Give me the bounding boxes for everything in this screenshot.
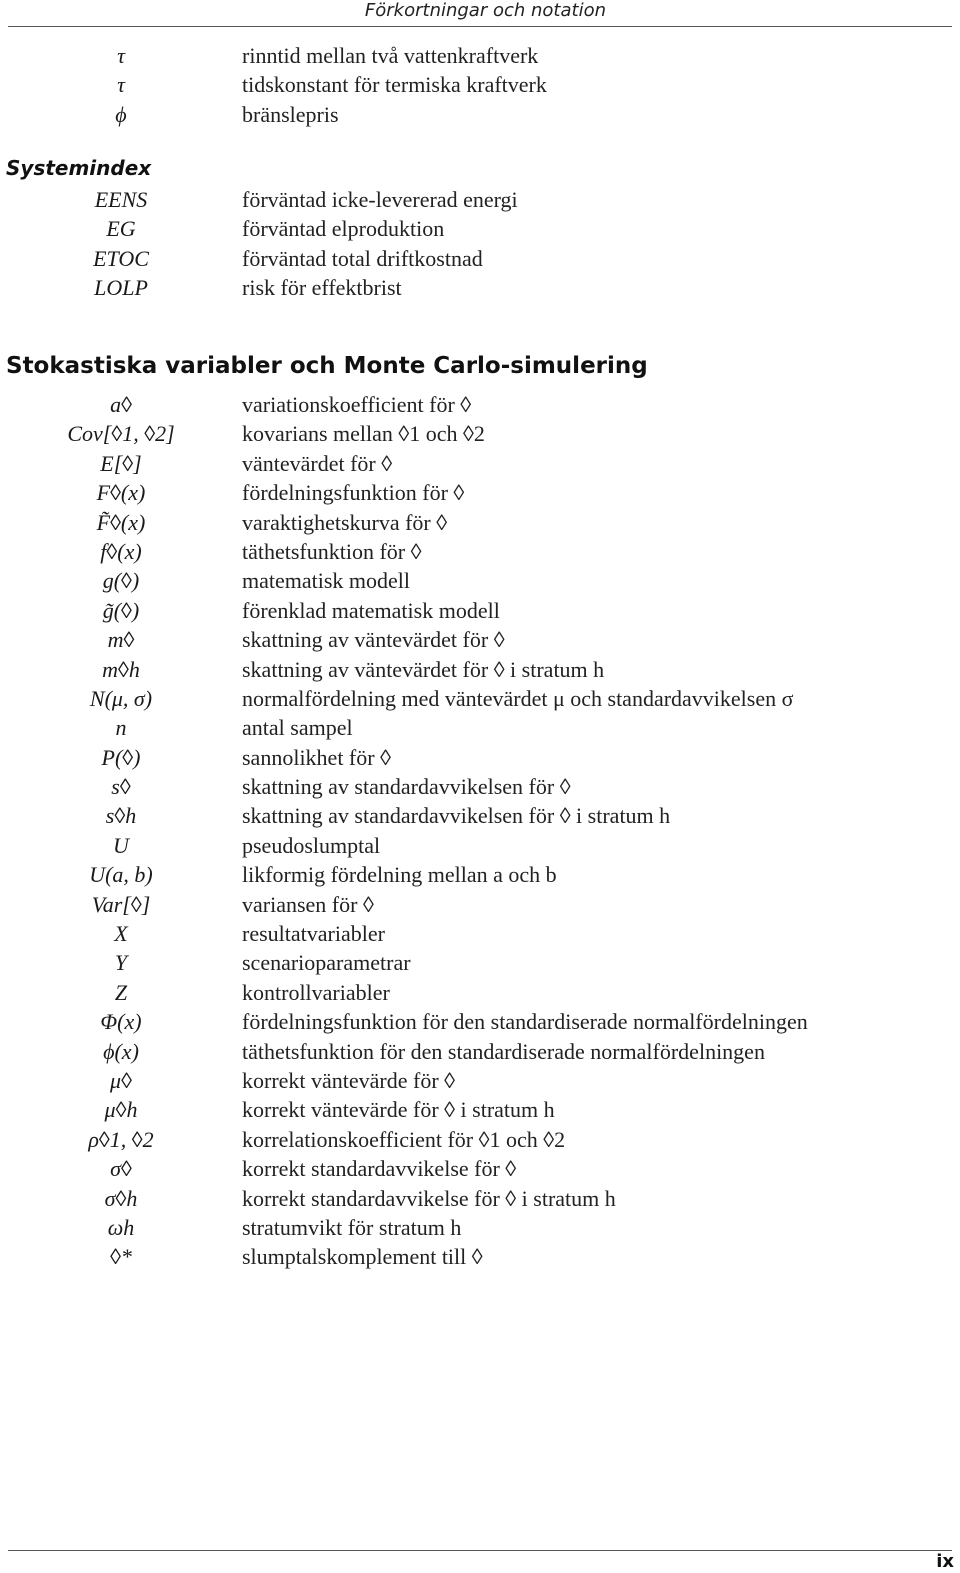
notation-symbol: τ [117, 72, 125, 98]
notation-row [0, 743, 960, 772]
section-heading-systemindex: Systemindex [6, 156, 152, 180]
notation-row [0, 1184, 960, 1213]
notation-symbol: Cov[◊1, ◊2] [67, 421, 175, 447]
notation-description: sannolikhet för ◊ [242, 744, 391, 770]
notation-symbol: f◊(x) [100, 538, 142, 564]
notation-row [0, 890, 960, 919]
notation-row [0, 1095, 960, 1124]
notation-symbol: X [114, 921, 128, 947]
notation-description: täthetsfunktion för den standardiserade normalfördelningen [242, 1038, 765, 1064]
notation-row [0, 596, 960, 625]
section-heading-stochastic: Stokastiska variabler och Monte Carlo-simulering [6, 353, 648, 379]
notation-symbol: ϕ [115, 101, 127, 127]
notation-description: scenarioparametrar [242, 950, 411, 976]
notation-row [0, 537, 960, 566]
notation-description: korrekt väntevärde för ◊ i stratum h [242, 1097, 555, 1123]
notation-row [0, 390, 960, 419]
notation-description: stratumvikt för stratum h [242, 1214, 462, 1240]
notation-description: skattning av väntevärdet för ◊ [242, 627, 505, 653]
notation-row [0, 566, 960, 595]
notation-description: korrelationskoefficient för ◊1 och ◊2 [242, 1126, 566, 1152]
notation-row [0, 1125, 960, 1154]
notation-description: förväntad elproduktion [242, 216, 445, 242]
notation-description: korrekt väntevärde för ◊ [242, 1067, 456, 1093]
notation-row [0, 449, 960, 478]
notation-row [0, 70, 960, 99]
top-notation-list [0, 41, 960, 129]
notation-symbol: ϕ(x) [103, 1038, 139, 1064]
notation-description: korrekt standardavvikelse för ◊ [242, 1156, 517, 1182]
notation-description: tidskonstant för termiska kraftverk [242, 72, 547, 98]
notation-symbol: N(μ, σ) [89, 685, 153, 711]
notation-row [0, 185, 960, 214]
notation-symbol: s◊h [105, 803, 137, 829]
notation-row [0, 919, 960, 948]
notation-description: varaktighetskurva för ◊ [242, 509, 448, 535]
notation-symbol: LOLP [94, 275, 148, 301]
notation-row [0, 1242, 960, 1271]
systemindex-list [0, 185, 960, 303]
notation-row [0, 478, 960, 507]
notation-description: förväntad icke-levererad energi [242, 187, 518, 212]
notation-symbol: Φ(x) [100, 1009, 142, 1035]
notation-description: bränslepris [242, 101, 339, 127]
notation-description: fördelningsfunktion för ◊ [242, 480, 465, 506]
notation-row [0, 508, 960, 537]
notation-row [0, 713, 960, 742]
notation-symbol: U [113, 832, 129, 858]
notation-description: förväntad total driftkostnad [242, 245, 483, 271]
notation-symbol: ◊* [110, 1244, 132, 1270]
notation-description: skattning av standardavvikelsen för ◊ i stratum h [242, 803, 671, 829]
notation-description: skattning av standardavvikelsen för ◊ [242, 774, 571, 800]
notation-description: slumptalskomplement till ◊ [242, 1244, 483, 1270]
footer-rule [8, 1550, 952, 1551]
notation-symbol: F◊(x) [96, 480, 146, 506]
notation-row [0, 244, 960, 273]
notation-row [0, 655, 960, 684]
notation-symbol: P(◊) [101, 744, 141, 770]
notation-description: förenklad matematisk modell [242, 597, 500, 623]
notation-row [0, 831, 960, 860]
notation-row [0, 273, 960, 302]
notation-symbol: E[◊] [100, 450, 142, 476]
notation-symbol: ωh [107, 1214, 135, 1240]
page-number: ix [936, 1551, 954, 1572]
notation-description: skattning av väntevärdet för ◊ i stratum h [242, 656, 605, 682]
notation-symbol: ETOC [93, 245, 149, 271]
notation-row [0, 41, 960, 70]
notation-row [0, 1213, 960, 1242]
notation-symbol: EG [106, 216, 136, 242]
notation-row [0, 1154, 960, 1183]
notation-symbol: m◊ [107, 627, 135, 653]
notation-row [0, 684, 960, 713]
notation-description: risk för effektbrist [242, 275, 402, 301]
notation-description: täthetsfunktion för ◊ [242, 538, 422, 564]
notation-row [0, 801, 960, 830]
notation-row [0, 625, 960, 654]
notation-symbol: τ [117, 43, 125, 68]
notation-description: antal sampel [242, 715, 353, 741]
stochastic-list [0, 390, 960, 1272]
notation-symbol: U(a, b) [89, 862, 153, 888]
notation-description: pseudoslumptal [242, 832, 381, 858]
notation-description: kontrollvariabler [242, 979, 390, 1005]
notation-symbol: Y [114, 950, 128, 976]
notation-description: variansen för ◊ [242, 891, 374, 917]
notation-symbol: σ◊ [110, 1156, 132, 1182]
notation-symbol: g(◊) [102, 568, 140, 594]
notation-symbol: EENS [94, 187, 148, 212]
notation-description: resultatvariabler [242, 921, 385, 947]
notation-symbol: Z [114, 979, 128, 1005]
notation-description: fördelningsfunktion för den standardiserade normalfördelningen [242, 1009, 808, 1035]
notation-row [0, 214, 960, 243]
notation-symbol: μ◊h [104, 1097, 138, 1123]
notation-symbol: s◊ [111, 774, 131, 800]
notation-row [0, 772, 960, 801]
notation-description: kovarians mellan ◊1 och ◊2 [242, 421, 485, 447]
notation-symbol: σ◊h [104, 1185, 138, 1211]
notation-description: väntevärdet för ◊ [242, 450, 393, 476]
notation-row [0, 860, 960, 889]
notation-symbol: F̃◊(x) [96, 509, 146, 535]
notation-symbol: g̃(◊) [102, 597, 140, 623]
header-rule [8, 26, 952, 27]
notation-symbol: Var[◊] [91, 891, 151, 917]
notation-description: matematisk modell [242, 568, 411, 594]
notation-row [0, 1007, 960, 1036]
notation-row [0, 1066, 960, 1095]
notation-description: likformig fördelning mellan a och b [242, 862, 557, 888]
notation-row [0, 948, 960, 977]
notation-symbol: n [115, 715, 127, 741]
notation-row [0, 1037, 960, 1066]
notation-description: normalfördelning med väntevärdet μ och standardavvikelsen σ [242, 685, 794, 711]
notation-row [0, 419, 960, 448]
notation-row [0, 100, 960, 129]
running-head: Förkortningar och notation [364, 0, 606, 21]
notation-symbol: μ◊ [110, 1067, 132, 1093]
notation-symbol: m◊h [102, 656, 140, 682]
notation-description: rinntid mellan två vattenkraftverk [242, 43, 539, 68]
notation-description: variationskoefficient för ◊ [242, 392, 472, 417]
notation-symbol: a◊ [110, 392, 132, 417]
notation-row [0, 978, 960, 1007]
notation-symbol: ρ◊1, ◊2 [88, 1126, 154, 1152]
notation-description: korrekt standardavvikelse för ◊ i stratum h [242, 1185, 616, 1211]
